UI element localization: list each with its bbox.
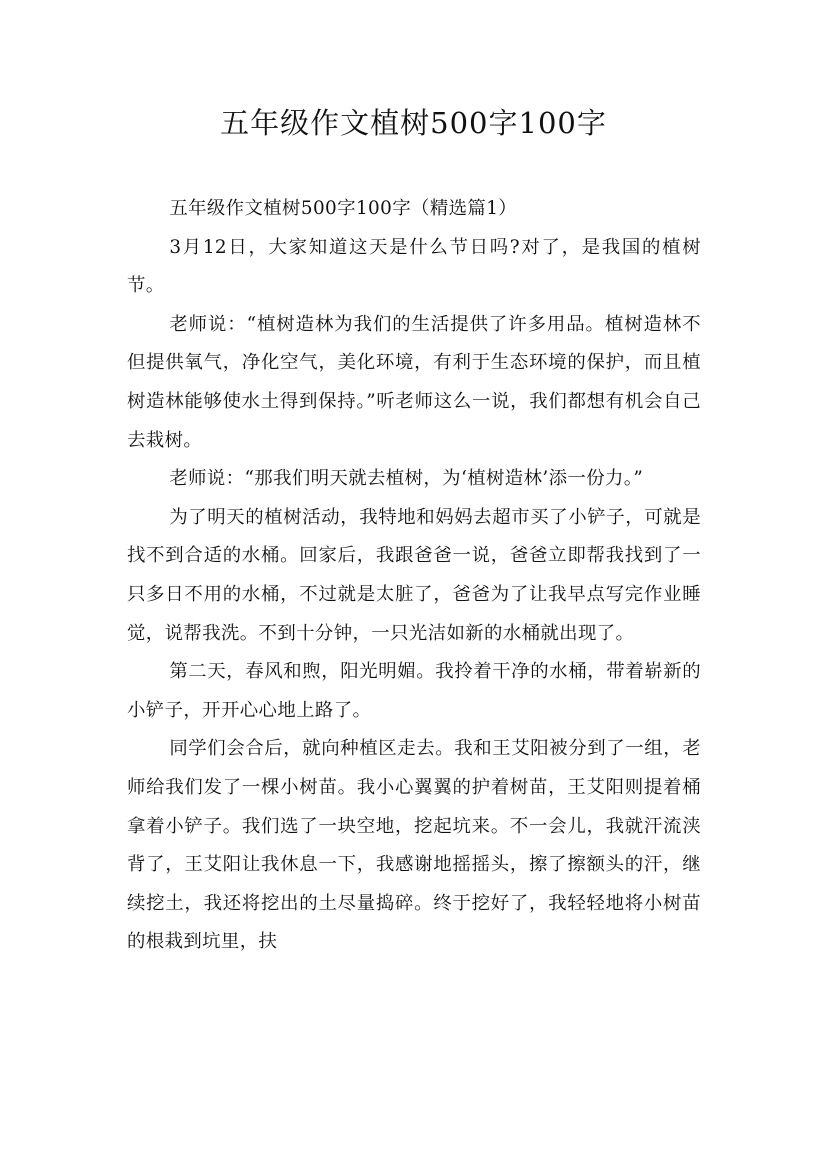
- document-title: 五年级作文植树500字100字: [220, 106, 607, 140]
- section-heading: 五年级作文植树500字100字（精选篇1）: [169, 198, 518, 219]
- paragraph: 老师说：“那我们明天就去植树，为‘植树造林’添一份力。”: [169, 468, 644, 490]
- paragraph: 3月12日，大家知道这天是什么节日吗?对了，是我国的植树节。: [127, 236, 701, 297]
- paragraph: 为了明天的植树活动，我特地和妈妈去超市买了小铲子，可就是找不到合适的水桶。回家后，我跟爸爸一说，爸爸立即帮我找到了一只多日不用的水桶，不过就是太脏了，爸爸为了让我早点写完作业睡觉，说帮我洗。不到十分钟，一只光洁如新的水桶就出现了。: [127, 506, 701, 644]
- paragraph: 第二天，春风和煦，阳光明媚。我拎着干净的水桶，带着崭新的小铲子，开开心心地上路了。: [127, 661, 701, 721]
- paragraph: 老师说：“植树造林为我们的生活提供了许多用品。植树造林不但提供氧气，净化空气，美化环境，有利于生态环境的保护，而且植树造林能够使水土得到保持。”听老师这么一说，我们都想有机会自己去栽树。: [127, 313, 701, 451]
- document-body: [127, 190, 701, 962]
- paragraph: 同学们会合后，就向种植区走去。我和王艾阳被分到了一组，老师给我们发了一棵小树苗。我小心翼翼的护着树苗，王艾阳则提着桶拿着小铲子。我们选了一块空地，挖起坑来。不一会儿，我就汗流浃背了，王艾阳让我休息一下，我感谢地摇摇头，擦了擦额头的汗，继续挖土，我还将挖出的土尽量捣碎。终于挖好了，我轻轻地将小树苗的根栽到坑里，扶: [127, 738, 701, 953]
